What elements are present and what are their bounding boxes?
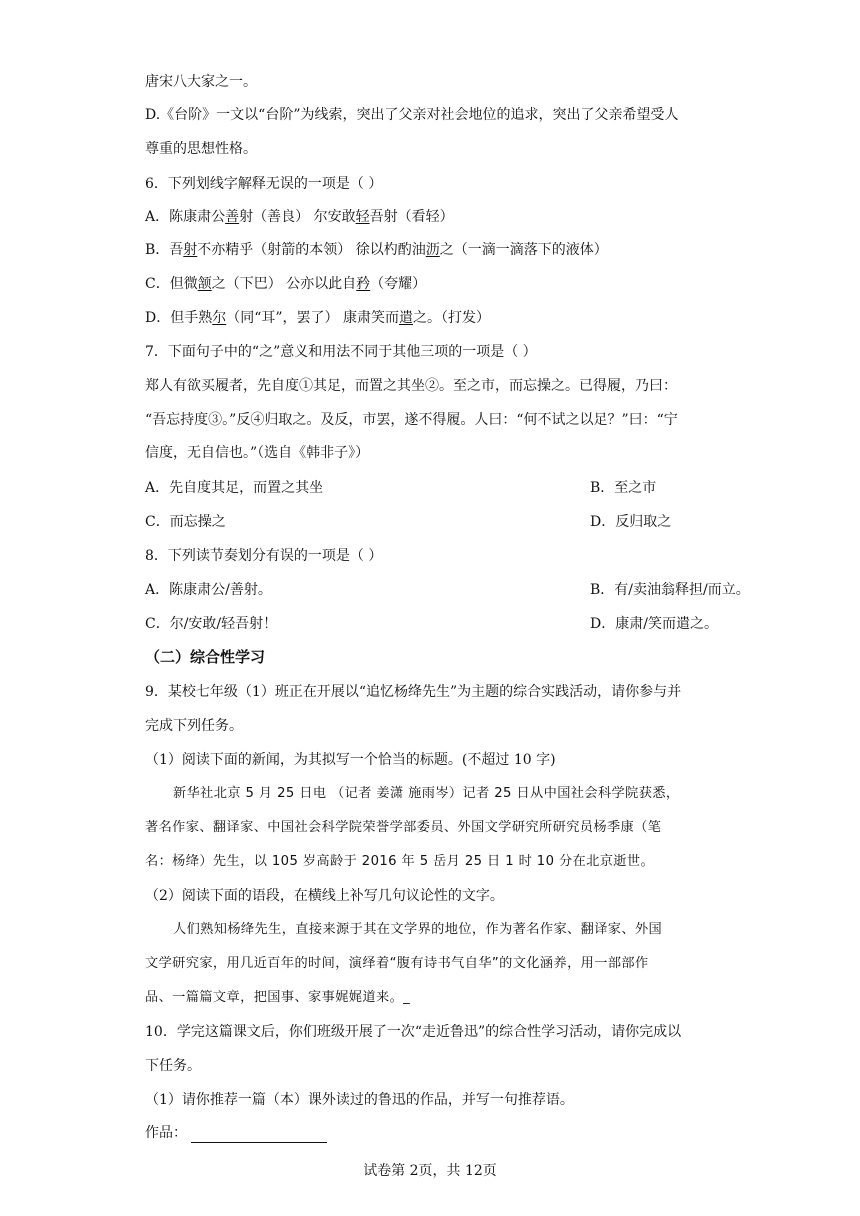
- text-line: 唐宋八大家之一。: [145, 74, 257, 90]
- question-10-stem: 10．学完这篇课文后，你们班级开展了一次“走近鲁迅”的综合性学习活动，请你完成以: [145, 1024, 682, 1040]
- option-text: B．吾: [145, 242, 184, 258]
- question-6-option-d: [145, 308, 820, 328]
- option-a: A．陈康肃公/善射。: [145, 582, 272, 598]
- question-8-options-row2: [145, 614, 820, 634]
- option-d: D．康肃/笑而遣之。: [590, 616, 718, 632]
- page-footer: 试卷第 2页，共 12页: [363, 1163, 497, 1179]
- underlined-char: 善: [225, 209, 240, 225]
- question-7-passage: 信度，无自信也。”（选自《韩非子》）: [145, 445, 370, 461]
- underlined-char: 轻: [355, 209, 370, 225]
- option-a: A．先自度其足，而置之其坐: [145, 480, 324, 496]
- option-text: 吾射（看轻）: [369, 209, 454, 225]
- question-6-option-c: [145, 274, 820, 294]
- question-7-options-row1: [145, 478, 820, 498]
- option-text: 之（下巴） 公亦以此自: [211, 276, 357, 292]
- work-label: 作品：: [145, 1125, 187, 1141]
- underlined-char: 矜: [356, 276, 371, 292]
- question-7-passage: 郑人有欲买履者，先自度①其足，而置之其坐②。至之市，而忘操之。已得履，乃曰：: [145, 378, 677, 394]
- news-text: 著名作家、翻译家、中国社会科学院荣誉学部委员、外国文学研究所研究员杨季康（笔: [145, 820, 662, 835]
- option-text: 之。（打发）: [413, 310, 490, 326]
- option-text: （同“耳”，罢了） 康肃笑而: [226, 310, 399, 326]
- option-d-taijie: D.《台阶》一文以“台阶”为线索，突出了父亲对社会地位的追求，突出了父亲希望受人: [145, 107, 679, 123]
- underlined-char: 沥: [425, 242, 440, 258]
- option-text: A．陈康肃公: [145, 209, 226, 225]
- question-8-options-row1: [145, 580, 820, 600]
- question-7-stem: 7．下面句子中的“之”意义和用法不同于其他三项的一项是（ ）: [145, 344, 537, 360]
- passage-text: 文学研究家，用几近百年的时间，演绎着“腹有诗书气自华”的文化涵养，用一部部作: [145, 956, 649, 971]
- underlined-char: 颔: [197, 276, 212, 292]
- question-7-options-row2: [145, 512, 820, 532]
- question-6-option-a: [145, 207, 820, 227]
- section-heading: （二）综合性学习: [145, 648, 266, 666]
- option-b: B．至之市: [590, 480, 657, 496]
- question-10-sub-1: （1）请你推荐一篇（本）课外读过的鲁迅的作品，并写一句推荐语。: [145, 1092, 574, 1108]
- option-text: （夸耀）: [370, 276, 427, 292]
- option-text: 不亦精乎（射箭的本领） 徐以杓酌油: [197, 242, 426, 258]
- question-8-stem: 8．下列读节奏划分有误的一项是（ ）: [145, 548, 383, 564]
- question-7-passage: “吾忘持度③。”反④归取之。及反，市罢，遂不得履。人曰：“何不试之以足？”曰：“宁: [145, 412, 678, 428]
- news-text: 名：杨绛）先生，以 105 岁高龄于 2016 年 5 岳月 25 日 1 时 10 分在北京逝世。: [145, 854, 655, 869]
- option-d: D．反归取之: [590, 514, 672, 530]
- option-b: B．有/卖油翁释担/而立。: [590, 582, 750, 598]
- work-answer-blank[interactable]: [191, 1127, 327, 1143]
- question-6-stem: 6．下列划线字解释无误的一项是（ ）: [145, 176, 383, 192]
- news-text: 新华社北京 5 月 25 日电 （记者 姜潇 施雨岑）记者 25 日从中国社会科学院获悉，: [173, 786, 680, 801]
- option-text: D．但手熟: [145, 310, 213, 326]
- work-answer-row: [145, 1123, 820, 1143]
- underlined-char: 射: [183, 242, 198, 258]
- option-text: C．但微: [145, 276, 198, 292]
- option-text: 射（善良） 尔安敢: [239, 209, 356, 225]
- question-6-option-b: [145, 240, 820, 260]
- question-10-stem: 下任务。: [145, 1058, 201, 1074]
- option-c: C．而忘操之: [145, 514, 226, 530]
- question-9-sub-1: （1）阅读下面的新闻，为其拟写一个恰当的标题。(不超过 10 字): [145, 752, 556, 768]
- underlined-char: 尔: [212, 310, 227, 326]
- underlined-char: 遣: [399, 310, 413, 326]
- question-9-stem: 完成下列任务。: [145, 718, 243, 734]
- passage-text: 品、一篇篇文章，把国事、家事娓娓道来。_: [145, 990, 411, 1005]
- question-9-stem: 9．某校七年级（1）班正在开展以“追忆杨绛先生”为主题的综合实践活动，请你参与并: [145, 684, 682, 700]
- option-c: C．尔/安敢/轻吾射！: [145, 616, 278, 632]
- passage-text: 人们熟知杨绛先生，直接来源于其在文学界的地位，作为著名作家、翻译家、外国: [173, 922, 663, 937]
- question-9-sub-2: （2）阅读下面的语段，在横线上补写几句议论性的文字。: [145, 888, 504, 904]
- option-text: 之（一滴一滴落下的液体）: [439, 242, 608, 258]
- text-line: 尊重的思想性格。: [145, 141, 257, 157]
